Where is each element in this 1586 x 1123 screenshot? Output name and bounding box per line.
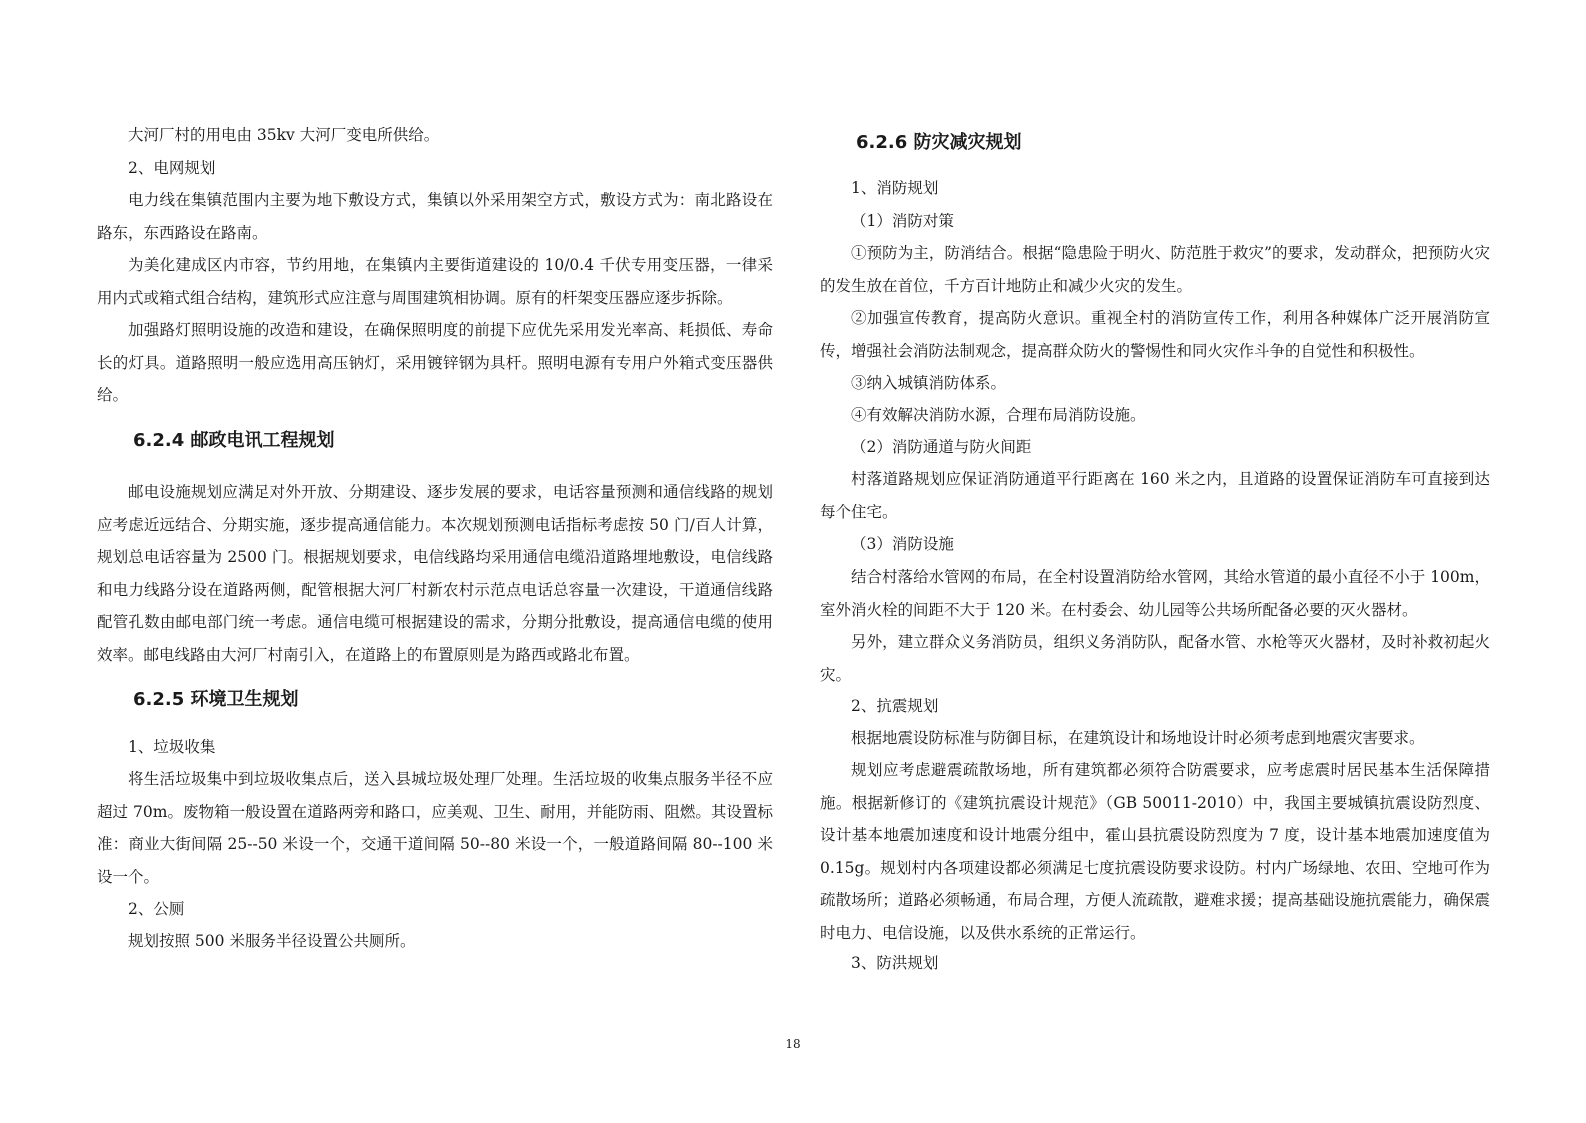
subheading-garbage-collection: 1、垃圾收集: [128, 738, 216, 756]
paragraph-power-lines: 电力线在集镇范围内主要为地下敷设方式，集镇以外采用架空方式，敷设方式为：南北路设在路东，东西路设在路南。: [97, 191, 773, 242]
paragraph-transformers: 为美化建成区内市容，节约用地，在集镇内主要街道建设的 10/0.4 千伏专用变压器，一律采用内式或箱式组合结构，建筑形式应注意与周围建筑相协调。原有的杆架变压器应逐步拆除。: [97, 256, 773, 307]
subheading-fire-access: （2）消防通道与防火间距: [851, 438, 1032, 456]
paragraph-garbage: 将生活垃圾集中到垃圾收集点后，送入县城垃圾处理厂处理。生活垃圾的收集点服务半径不应超过 70m。废物箱一般设置在道路两旁和路口，应美观、卫生、耐用，并能防雨、阻燃。其设置标准：商业大街间隔 25--50 米设一个，交通干道间隔 50--80 米设一个，一般道路间隔 80--100 米设一个。: [97, 770, 773, 886]
paragraph-fire-access: 村落道路规划应保证消防通道平行距离在 160 米之内，且道路的设置保证消防车可直接到达每个住宅。: [820, 470, 1490, 521]
paragraph-seismic-planning: 规划应考虑避震疏散场地，所有建筑都必须符合防震要求，应考虑震时居民基本生活保障措施。根据新修订的《建筑抗震设计规范》（GB 50011-2010）中，我国主要城镇抗震设防烈度、设计基本地震加速度和设计地震分组中，霍山县抗震设防烈度为 7 度，设计基本地震加速度值为 0.15g。规划村内各项建设都必须满足七度抗震设防要求设防。村内广场绿地、农田、空地可作为疏散场所；道路必须畅通，布局合理，方便人流疏散，避难求援；提高基础设施抗震能力，确保震时电力、电信设施，以及供水系统的正常运行。: [820, 761, 1490, 942]
section-heading-6-2-4: 6.2.4 邮政电讯工程规划: [133, 430, 335, 451]
paragraph-seismic-standard: 根据地震设防标准与防御目标，在建筑设计和场地设计时必须考虑到地震灾害要求。: [851, 729, 1425, 747]
paragraph-street-lighting: 加强路灯照明设施的改造和建设，在确保照明度的前提下应优先采用发光率高、耗损低、寿命长的灯具。道路照明一般应选用高压钠灯，采用镀锌钢为具杆。照明电源有专用户外箱式变压器供给。: [97, 321, 773, 404]
subheading-grid-planning: 2、电网规划: [128, 159, 216, 177]
paragraph-toilets: 规划按照 500 米服务半径设置公共厕所。: [128, 932, 416, 950]
paragraph-power-supply: 大河厂村的用电由 35kv 大河厂变电所供给。: [128, 126, 440, 144]
paragraph-volunteer-firefighters: 另外，建立群众义务消防员，组织义务消防队，配备水管、水枪等灭火器材，及时补救初起火灾。: [820, 633, 1490, 684]
paragraph-education: ②加强宣传教育，提高防火意识。重视全村的消防宣传工作，利用各种媒体广泛开展消防宣传，增强社会消防法制观念，提高群众防火的警惕性和同火灾作斗争的自觉性和积极性。: [820, 309, 1490, 360]
section-heading-6-2-6: 6.2.6 防灾减灾规划: [856, 132, 1022, 153]
paragraph-water-source: ④有效解决消防水源，合理布局消防设施。: [851, 406, 1146, 424]
page-number: 18: [785, 1037, 801, 1051]
subheading-fire-measures: （1）消防对策: [851, 212, 954, 230]
subheading-fire-planning: 1、消防规划: [851, 179, 939, 197]
paragraph-fire-system: ③纳入城镇消防体系。: [851, 374, 1007, 392]
paragraph-fire-hydrants: 结合村落给水管网的布局，在全村设置消防给水管网，其给水管道的最小直径不小于 100m，室外消火栓的间距不大于 120 米。在村委会、幼儿园等公共场所配备必要的灭火器材。: [820, 568, 1490, 619]
subheading-earthquake: 2、抗震规划: [851, 697, 939, 715]
subheading-fire-facilities: （3）消防设施: [851, 535, 954, 553]
paragraph-telecom: 邮电设施规划应满足对外开放、分期建设、逐步发展的要求，电话容量预测和通信线路的规划应考虑近远结合、分期实施，逐步提高通信能力。本次规划预测电话指标考虑按 50 门/百人计算，规划总电话容量为 2500 门。根据规划要求，电信线路均采用通信电缆沿道路埋地敷设，电信线路和电力线路分设在道路两侧，配管根据大河厂村新农村示范点电话总容量一次建设，干道通信线路配管孔数由邮电部门统一考虑。通信电缆可根据建设的需求，分期分批敷设，提高通信电缆的使用效率。邮电线路由大河厂村南引入，在道路上的布置原则是为路西或路北布置。: [97, 483, 773, 664]
paragraph-prevention: ①预防为主，防消结合。根据“隐患险于明火、防范胜于救灾”的要求，发动群众，把预防火灾的发生放在首位，千方百计地防止和减少火灾的发生。: [820, 244, 1490, 295]
subheading-toilets: 2、公厕: [128, 900, 185, 918]
section-heading-6-2-5: 6.2.5 环境卫生规划: [133, 689, 299, 710]
subheading-flood-control: 3、防洪规划: [851, 954, 939, 972]
